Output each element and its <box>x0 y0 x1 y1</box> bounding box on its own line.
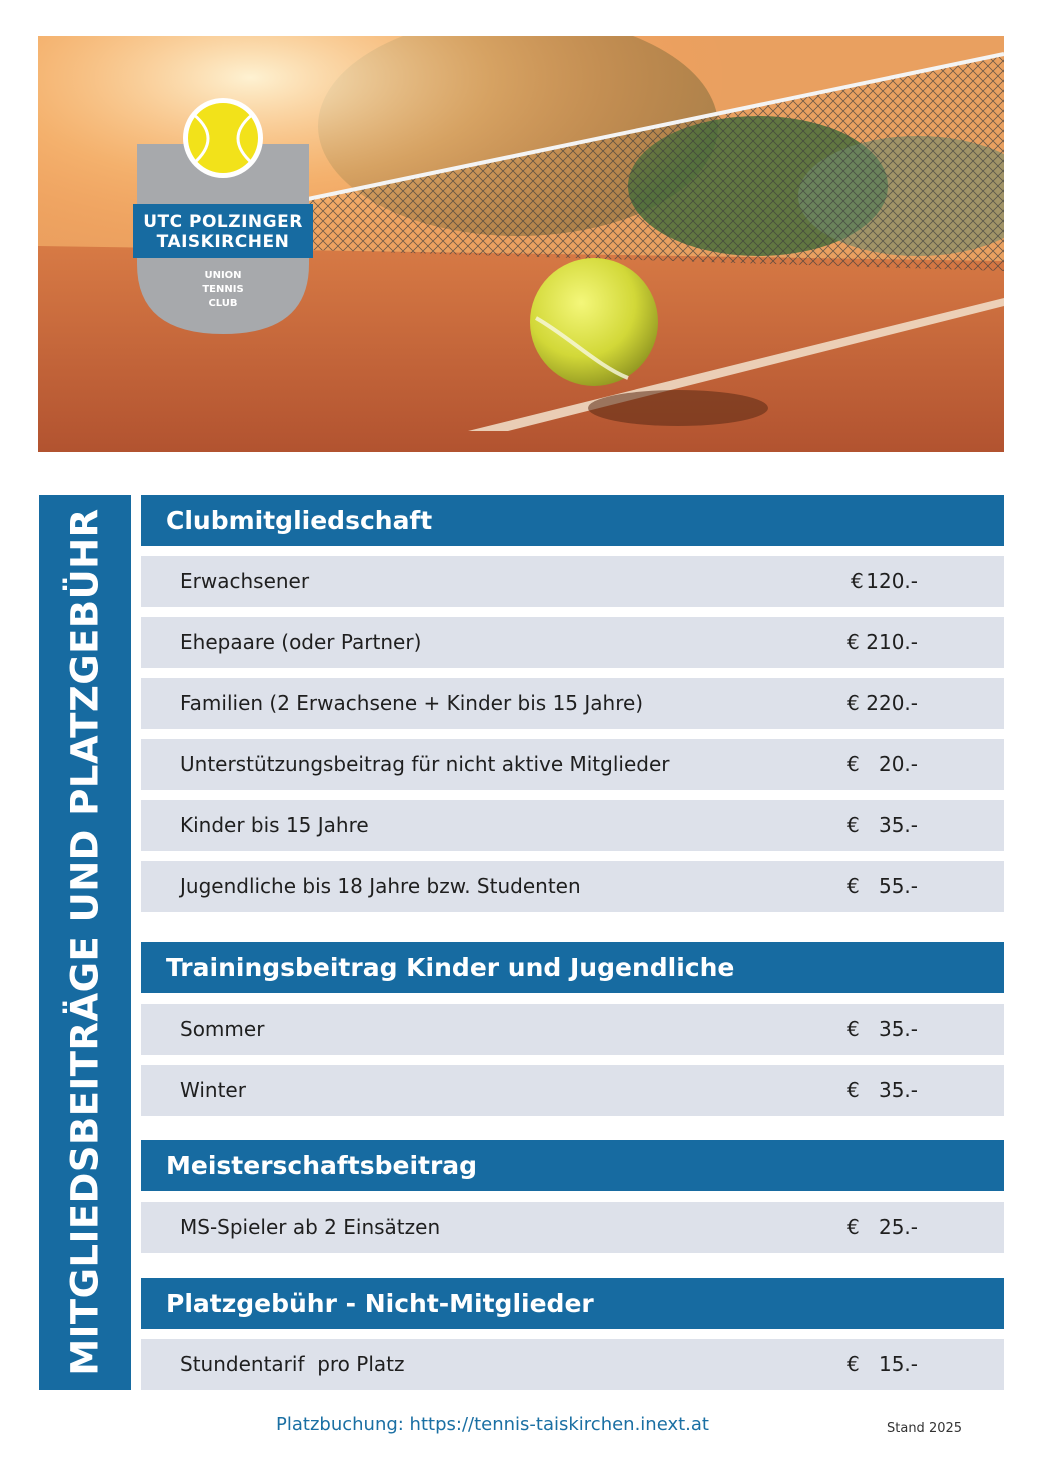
currency-symbol: € <box>847 1215 860 1239</box>
currency-symbol: € <box>847 1352 860 1376</box>
fee-label: Ehepaare (oder Partner) <box>180 630 422 654</box>
fee-amount: 20.- <box>878 752 918 776</box>
logo-small-3: CLUB <box>208 298 238 309</box>
fee-amount: 35.- <box>878 813 918 837</box>
stand-note: Stand 2025 <box>887 1421 963 1436</box>
fee-amount: 25.- <box>878 1215 918 1239</box>
fee-amount: 210.- <box>866 630 918 654</box>
section-header: Trainingsbeitrag Kinder und Jugendliche <box>141 942 1004 993</box>
fee-label: Familien (2 Erwachsene + Kinder bis 15 Jahre) <box>180 691 644 715</box>
vertical-title: MITGLIEDSBEITRÄGE UND PLATZGEBÜHR <box>63 508 107 1376</box>
logo-line-1: UTC POLZINGER <box>143 212 303 232</box>
logo-line-2: TAISKIRCHEN <box>156 232 290 252</box>
fee-amount: 120.- <box>866 569 918 593</box>
fee-amount: 220.- <box>866 691 918 715</box>
fee-label: MS-Spieler ab 2 Einsätzen <box>180 1215 441 1239</box>
fee-amount: 35.- <box>878 1017 918 1041</box>
fee-row <box>141 1004 1004 1055</box>
currency-symbol: € <box>847 874 860 898</box>
section-header: Clubmitgliedschaft <box>141 495 1004 546</box>
section-header: Meisterschaftsbeitrag <box>141 1140 1004 1191</box>
hero-photo <box>38 36 1004 452</box>
logo-small-1: UNION <box>204 270 242 281</box>
section-header: Platzgebühr - Nicht-Mitglieder <box>141 1278 1004 1329</box>
currency-symbol: € <box>851 569 864 593</box>
vertical-title-bar <box>39 495 131 1390</box>
fee-row <box>141 1339 1004 1390</box>
currency-symbol: € <box>847 1017 860 1041</box>
fee-label: Erwachsener <box>180 569 310 593</box>
fee-label: Winter <box>180 1078 246 1102</box>
fee-label: Stundentarif pro Platz <box>180 1352 405 1376</box>
currency-symbol: € <box>847 630 860 654</box>
fee-row <box>141 861 1004 912</box>
club-logo <box>133 94 313 334</box>
fee-row <box>141 678 1004 729</box>
currency-symbol: € <box>847 1078 860 1102</box>
fee-label: Sommer <box>180 1017 265 1041</box>
fee-row <box>141 556 1004 607</box>
fee-row <box>141 739 1004 790</box>
fee-amount: 55.- <box>878 874 918 898</box>
fee-row <box>141 800 1004 851</box>
booking-link[interactable]: Platzbuchung: https://tennis-taiskirchen.inext.at <box>276 1414 709 1435</box>
currency-symbol: € <box>847 813 860 837</box>
currency-symbol: € <box>847 752 860 776</box>
fee-row <box>141 1202 1004 1253</box>
fee-amount: 35.- <box>878 1078 918 1102</box>
fee-label: Kinder bis 15 Jahre <box>180 813 369 837</box>
fee-amount: 15.- <box>878 1352 918 1376</box>
fee-row <box>141 617 1004 668</box>
fee-row <box>141 1065 1004 1116</box>
fee-label: Jugendliche bis 18 Jahre bzw. Studenten <box>180 874 581 898</box>
currency-symbol: € <box>847 691 860 715</box>
fee-label: Unterstützungsbeitrag für nicht aktive Mitglieder <box>180 752 670 776</box>
logo-small-2: TENNIS <box>202 284 244 295</box>
